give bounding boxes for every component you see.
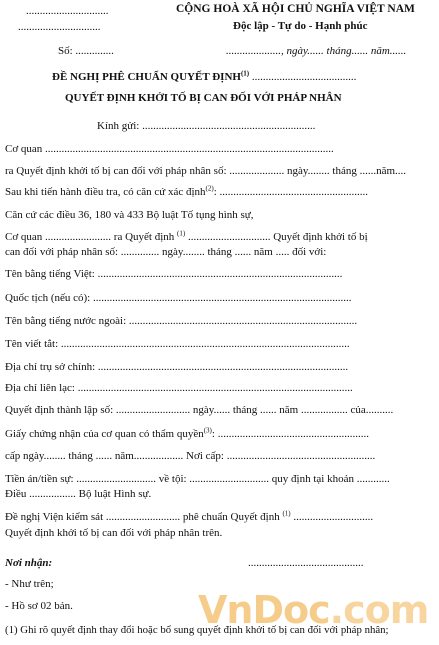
field-issue-date-place: cấp ngày........ tháng ...... năm.................. Nơi cấp: ...................................................... bbox=[5, 450, 376, 462]
field-abbreviation: Tên viết tắt: ......................................................................................................... bbox=[5, 338, 350, 350]
agency-unit-line: .............................. bbox=[18, 21, 101, 33]
recipients-title: Nơi nhận: bbox=[5, 557, 53, 569]
title-footnote-ref: (1) bbox=[240, 69, 250, 78]
field-contact-address: Địa chỉ liên lạc: .................................................................................................... bbox=[5, 382, 353, 394]
document-title-line2: QUYẾT ĐỊNH KHỞI TỐ BỊ CAN ĐỐI VỚI PHÁP NHÂN bbox=[65, 92, 342, 104]
field-nationality: Quốc tịch (nếu có): .............................................................................................. bbox=[5, 292, 352, 304]
title-fill: ...................................... bbox=[249, 71, 357, 83]
field-head-office: Địa chỉ trụ sở chính: ........................................................................................... bbox=[5, 361, 349, 373]
agency-decision-fill: .............................. Quyết định khởi tố bị bbox=[185, 231, 368, 243]
footnote-ref-1a: (1) bbox=[177, 229, 186, 238]
watermark-suffix: .com bbox=[329, 588, 429, 632]
document-date: ...................., ngày...... tháng...... năm...... bbox=[226, 45, 407, 57]
watermark-main: VnDoc bbox=[198, 588, 330, 632]
national-title: CỘNG HOÀ XÃ HỘI CHỦ NGHĨA VIỆT NAM bbox=[176, 3, 415, 15]
body-line-entity-number: can đối với pháp nhân số: .............. ngày........ tháng ...... năm ..... đối với: bbox=[5, 246, 327, 258]
agency-decision-text: Cơ quan ........................ ra Quyết định bbox=[5, 231, 178, 243]
recipient-item-2: - Hồ sơ 02 bản. bbox=[5, 600, 73, 612]
signature-line: .......................................... bbox=[248, 557, 364, 569]
recipient-item-1: - Như trên; bbox=[5, 578, 54, 590]
field-foreign-name: Tên bằng tiếng nước ngoài: ................................................................................... bbox=[5, 315, 358, 327]
body-line-agency: Cơ quan ......................................................................................................... bbox=[5, 143, 334, 155]
field-vietnamese-name: Tên bằng tiếng Việt: ......................................................................................... bbox=[5, 268, 343, 280]
body-line-conclusion: Quyết định khởi tố bị can đối với pháp nhân trên. bbox=[5, 527, 223, 539]
body-line-decision-number: ra Quyết định khởi tố bị can đối với pháp nhân số: .................... ngày........ tháng ......năm.... bbox=[5, 165, 407, 177]
investigation-text: Sau khi tiến hành điều tra, có căn cứ xác định bbox=[5, 186, 206, 198]
document-title-line1 bbox=[52, 71, 356, 84]
certificate-fill: : ....................................................... bbox=[211, 428, 369, 440]
body-line-request bbox=[5, 511, 373, 524]
title-text: ĐỀ NGHỊ PHÊ CHUẨN QUYẾT ĐỊNH bbox=[52, 71, 241, 83]
motto: Độc lập - Tự do - Hạnh phúc bbox=[233, 20, 368, 32]
addressee: Kính gửi: ............................................................... bbox=[97, 120, 316, 132]
body-line-investigation bbox=[5, 186, 368, 199]
document-number: Số: .............. bbox=[58, 45, 114, 57]
field-penal-code-article: Điều ................. Bộ luật Hình sự. bbox=[5, 488, 152, 500]
field-establishment-decision: Quyết định thành lập số: ........................... ngày...... tháng ...... năm ................. của.......... bbox=[5, 404, 394, 416]
footnote-ref-2: (2) bbox=[205, 184, 214, 193]
request-fill: ............................. bbox=[290, 511, 374, 523]
request-text: Đề nghị Viện kiểm sát ........................... phê chuẩn Quyết định bbox=[5, 511, 283, 523]
body-line-legal-basis: Căn cứ các điều 36, 180 và 433 Bộ luật Tố tụng hình sự, bbox=[5, 209, 254, 221]
investigation-fill: : ...................................................... bbox=[213, 186, 369, 198]
footnote-ref-1b: (1) bbox=[282, 509, 291, 518]
body-line-agency-decision bbox=[5, 231, 368, 244]
footnote-ref-3: (3) bbox=[203, 426, 212, 435]
certificate-text: Giấy chứng nhận của cơ quan có thẩm quyền bbox=[5, 428, 204, 440]
footnote-1: (1) Ghi rõ quyết định thay đổi hoặc bổ sung quyết định khởi tố bị can đối với pháp nhân; bbox=[5, 624, 389, 636]
agency-name-line: .............................. bbox=[26, 5, 109, 17]
field-certificate bbox=[5, 428, 369, 441]
field-criminal-record: Tiền án/tiền sự: ............................. về tội: ............................. quy định tại khoản ............ bbox=[5, 473, 390, 485]
